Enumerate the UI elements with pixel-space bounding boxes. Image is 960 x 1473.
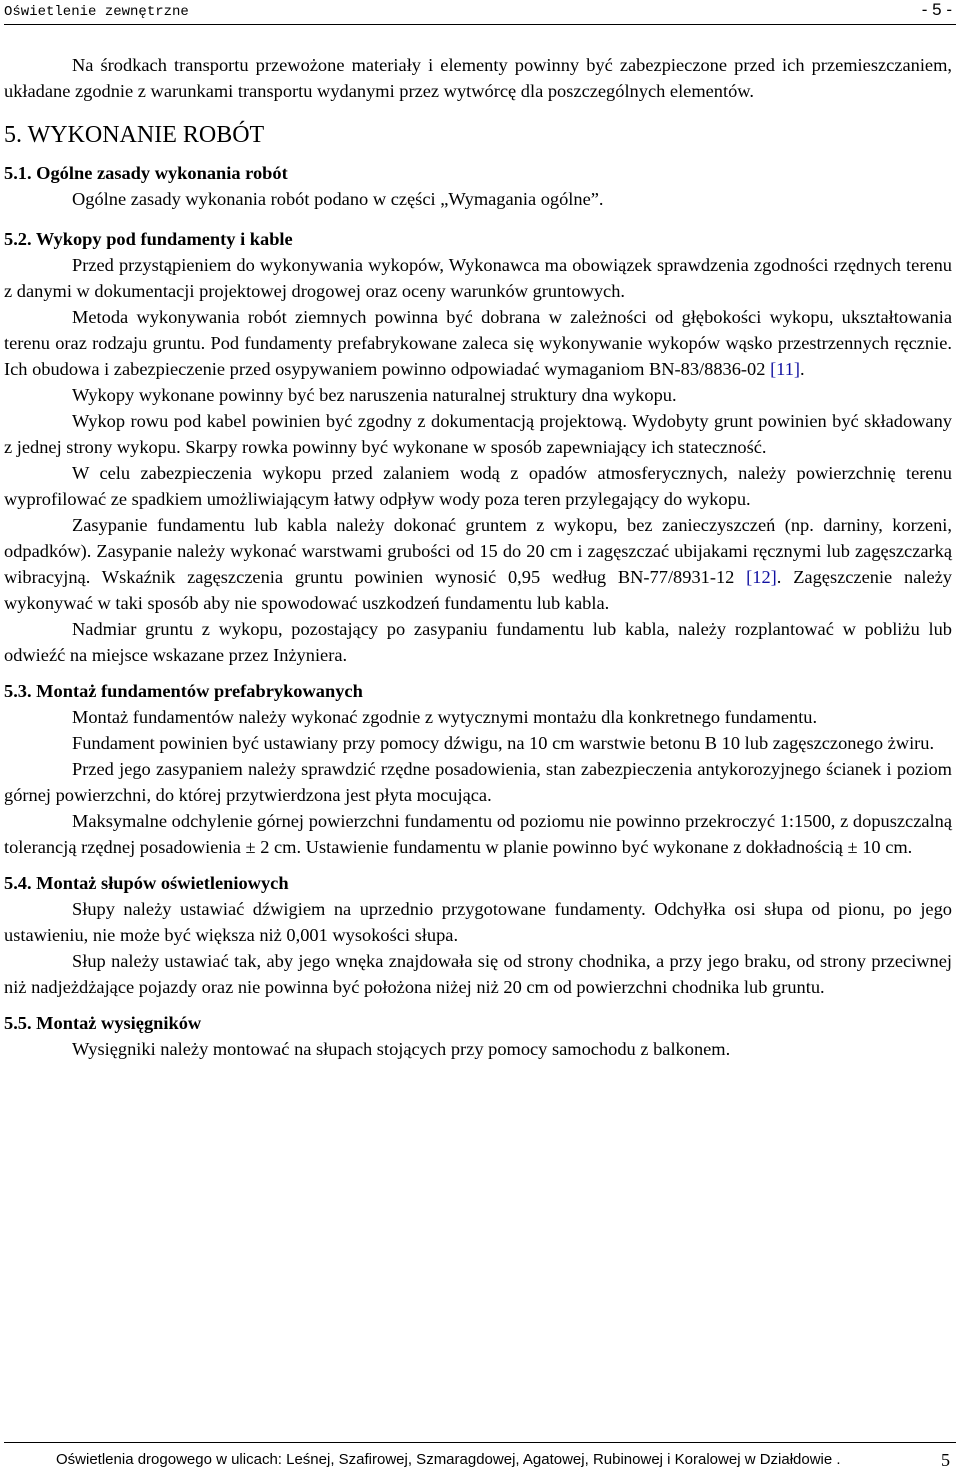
section-5-1-heading: 5.1. Ogólne zasady wykonania robót (4, 163, 288, 183)
document-body (4, 52, 952, 1062)
section-5-2-paragraph: Nadmiar gruntu z wykopu, pozostający po zasypaniu fundamentu lub kabla, należy rozplantować w pobliżu lub odwieźć na miejsce wskazane przez Inżyniera. (4, 619, 952, 665)
paragraph-text: . Zagęszczenie należy wykonywać w taki sposób aby nie spowodować uszkodzeń fundamentu lub kabla. (4, 567, 952, 613)
intro-paragraph: Na środkach transportu przewożone materiały i elementy powinny być zabezpieczone przed ich przemieszczaniem, układane zgodnie z warunkami transportu wydanymi przez wytwórcę dla poszczególnych elementów. (4, 55, 952, 101)
header-divider (4, 24, 956, 25)
page-header-number: - 5 - (921, 0, 952, 19)
section-5-heading: 5. WYKONANIE ROBÓT (4, 122, 265, 148)
section-5-3-paragraph: Przed jego zasypaniem należy sprawdzić rzędne posadowienia, stan zabezpieczenia antykorozyjnego ścianek i poziom górnej powierzchni, do której przytwierdzona jest płyta mocująca. (4, 759, 952, 805)
section-5-4-heading: 5.4. Montaż słupów oświetleniowych (4, 873, 289, 893)
paragraph-text: Metoda wykonywania robót ziemnych powinna być dobrana w zależności od głębokości wykopu, ukształtowania terenu oraz rodzaju gruntu. Pod fundamenty prefabrykowane zaleca się wykonywanie wykopów wąsko przestrzennych ręcznie. Ich obudowa i zabezpieczenie przed osypywaniem powinno odpowiadać wymaganiom BN-83/8836-02 (4, 307, 952, 379)
section-5-4-paragraph: Słup należy ustawiać tak, aby jego wnęka znajdowała się od strony chodnika, a przy jego braku, od strony przeciwnej niż nadjeżdżające pojazdy oraz nie powinna być położona niżej niż 20 cm od powierzchni chodnika lub gruntu. (4, 951, 952, 997)
footer-text: Oświetlenia drogowego w ulicach: Leśnej, Szafirowej, Szmaragdowej, Agatowej, Rubinowej i Koralowej w Działdowie . (56, 1451, 841, 1468)
section-5-2-heading: 5.2. Wykopy pod fundamenty i kable (4, 229, 293, 249)
section-5-2-paragraph (4, 512, 952, 616)
section-5-5-paragraph: Wysięgniki należy montować na słupach stojących przy pomocy samochodu z balkonem. (72, 1039, 731, 1059)
section-5-4-paragraph: Słupy należy ustawiać dźwigiem na uprzednio przygotowane fundamenty. Odchyłka osi słupa od pionu, po jego ustawieniu, nie może być większa niż 0,001 wysokości słupa. (4, 899, 952, 945)
section-5-2-paragraph (4, 304, 952, 382)
section-5-2-paragraph: Przed przystąpieniem do wykonywania wykopów, Wykonawca ma obowiązek sprawdzenia zgodności rzędnych terenu z danymi w dokumentacji projektowej drogowej oraz oceny warunków gruntowych. (4, 255, 952, 301)
page-header-title: Oświetlenie zewnętrzne (4, 4, 189, 20)
section-5-2-paragraph: Wykopy wykonane powinny być bez naruszenia naturalnej struktury dna wykopu. (72, 385, 677, 405)
section-5-3-paragraph: Maksymalne odchylenie górnej powierzchni fundamentu od poziomu nie powinno przekroczyć 1:1500, z dopuszczalną tolerancją rzędnej posadowienia ± 2 cm. Ustawienie fundamentu w planie powinno być wykonane z dokładnością ± 10 cm. (4, 811, 952, 857)
footer-divider (4, 1442, 956, 1443)
section-5-2-paragraph: Wykop rowu pod kabel powinien być zgodny z dokumentacją projektową. Wydobyty grunt powinien być składowany z jednej strony wykopu. Skarpy rowka powinny być wykonane w sposób zapewniający ich stateczność. (4, 411, 952, 457)
section-5-1-text: Ogólne zasady wykonania robót podano w części „Wymagania ogólne”. (72, 189, 604, 209)
section-5-3-paragraph: Montaż fundamentów należy wykonać zgodnie z wytycznymi montażu dla konkretnego fundamentu. (72, 707, 818, 727)
section-5-3-paragraph: Fundament powinien być ustawiany przy pomocy dźwigu, na 10 cm warstwie betonu B 10 lub zagęszczonego żwiru. (72, 733, 935, 753)
section-5-2-paragraph: W celu zabezpieczenia wykopu przed zalaniem wodą z opadów atmosferycznych, należy powierzchnię terenu wyprofilować ze spadkiem umożliwiającym łatwy odpływ wody poza teren przylegający do wykopu. (4, 463, 952, 509)
reference-link[interactable]: [12] (746, 567, 777, 587)
section-5-3-heading: 5.3. Montaż fundamentów prefabrykowanych (4, 681, 363, 701)
paragraph-text: Zasypanie fundamentu lub kabla należy dokonać gruntem z wykopu, bez zanieczyszczeń (np. darniny, korzeni, odpadków). Zasypanie należy wykonać warstwami grubości od 15 do 20 cm i zagęszczać ubijakami ręcznymi lub zagęszczarką wibracyjną. Wskaźnik zagęszczenia gruntu powinien wynosić 0,95 według BN-77/8931-12 (4, 515, 952, 587)
footer-page-number: 5 (941, 1450, 950, 1470)
reference-link[interactable]: [11] (770, 359, 801, 379)
paragraph-text: . (800, 359, 805, 379)
section-5-5-heading: 5.5. Montaż wysięgników (4, 1013, 202, 1033)
